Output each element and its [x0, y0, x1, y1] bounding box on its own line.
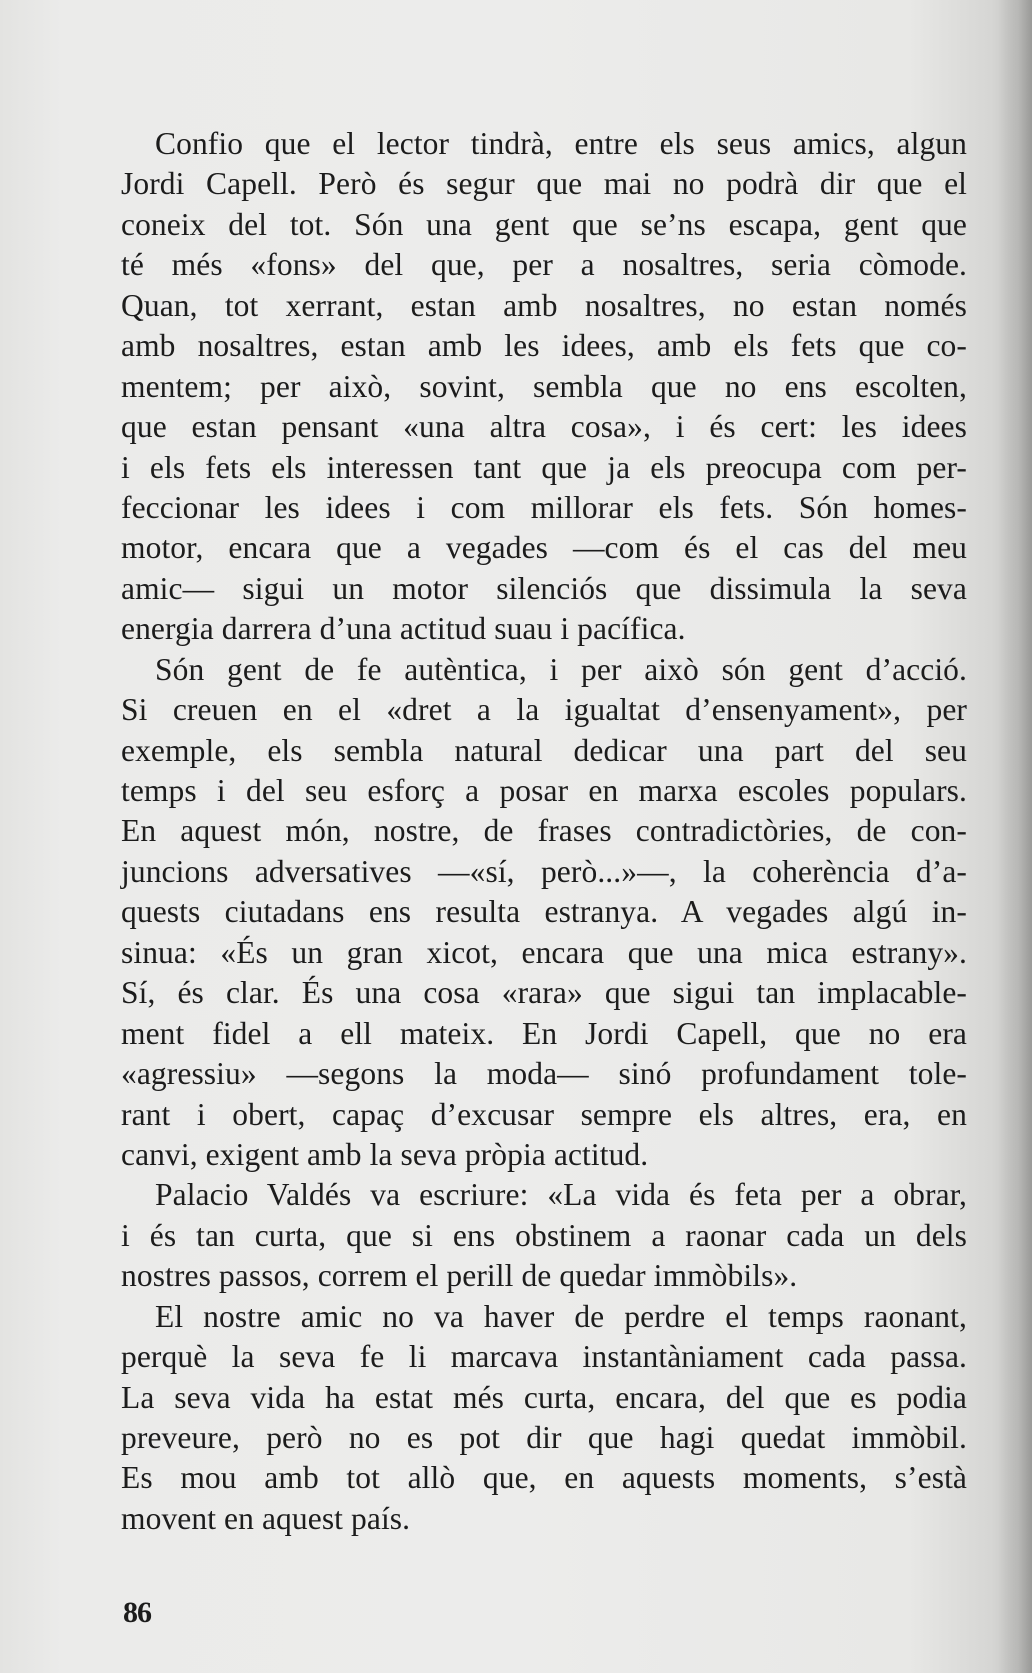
text-line: mentem; per això, sovint, sembla que no ens escolten, — [121, 368, 967, 404]
text-line: El nostre amic no va haver de perdre el temps raonant, — [155, 1298, 967, 1334]
text-line: juncions adversatives —«sí, però...»—, la coherència d’a- — [121, 853, 967, 889]
text-line: quests ciutadans ens resulta estranya. A vegades algú in- — [121, 894, 967, 930]
text-line: exemple, els sembla natural dedicar una part del seu — [121, 732, 967, 768]
text-line: Jordi Capell. Però és segur que mai no podrà dir que el — [121, 166, 967, 202]
text-line: canvi, exigent amb la seva pròpia actitud. — [121, 1136, 649, 1172]
text-line: «agressiu» —segons la moda— sinó profundament tole- — [121, 1056, 967, 1092]
text-line: Confio que el lector tindrà, entre els seus amics, algun — [155, 126, 967, 161]
text-line: feccionar les idees i com millorar els fets. Són homes- — [121, 489, 967, 525]
text-line: preveure, però no es pot dir que hagi quedat immòbil. — [121, 1420, 967, 1455]
text-line: temps i del seu esforç a posar en marxa escoles populars. — [121, 773, 967, 808]
text-line: rant i obert, capaç d’excusar sempre els altres, era, en — [121, 1096, 967, 1132]
text-line: movent en aquest país. — [121, 1500, 411, 1536]
page-edge-shadow — [998, 0, 1032, 1673]
text-line: En aquest món, nostre, de frases contradictòries, de con- — [121, 813, 967, 849]
text-line: nostres passos, correm el perill de quedar immòbils». — [121, 1258, 798, 1294]
text-line: amb nosaltres, estan amb les idees, amb els fets que co- — [121, 328, 967, 364]
text-line: Són gent de fe autèntica, i per això són gent d’acció. — [155, 651, 967, 687]
text-line: amic— sigui un motor silenciós que dissimula la seva — [121, 570, 967, 606]
text-line: Es mou amb tot allò que, en aquests moments, s’està — [121, 1460, 967, 1496]
page-number: 86 — [123, 1596, 151, 1629]
text-line: i és tan curta, que si ens obstinem a raonar cada un dels — [121, 1217, 967, 1253]
text-line: coneix del tot. Són una gent que se’ns escapa, gent que — [121, 206, 967, 242]
text-line: té més «fons» del que, per a nosaltres, seria còmode. — [121, 247, 967, 283]
text-line: La seva vida ha estat més curta, encara, del que es podia — [121, 1379, 967, 1415]
text-line: Sí, és clar. És una cosa «rara» que sigui tan implacable- — [121, 975, 967, 1011]
text-line: motor, encara que a vegades —com és el cas del meu — [121, 530, 967, 566]
text-line: ment fidel a ell mateix. En Jordi Capell, que no era — [121, 1015, 967, 1051]
text-line: energia darrera d’una actitud suau i pacífica. — [121, 611, 686, 647]
body-text — [121, 124, 967, 1539]
text-line: sinua: «És un gran xicot, encara que una mica estrany». — [121, 934, 967, 970]
text-line: Palacio Valdés va escriure: «La vida és feta per a obrar, — [155, 1177, 967, 1213]
text-line: que estan pensant «una altra cosa», i és cert: les idees — [121, 409, 967, 445]
text-line: perquè la seva fe li marcava instantàniament cada passa. — [121, 1339, 967, 1375]
text-line: i els fets els interessen tant que ja els preocupa com per- — [121, 449, 967, 485]
text-line: Si creuen en el «dret a la igualtat d’ensenyament», per — [121, 692, 967, 728]
text-line: Quan, tot xerrant, estan amb nosaltres, no estan només — [121, 287, 967, 323]
